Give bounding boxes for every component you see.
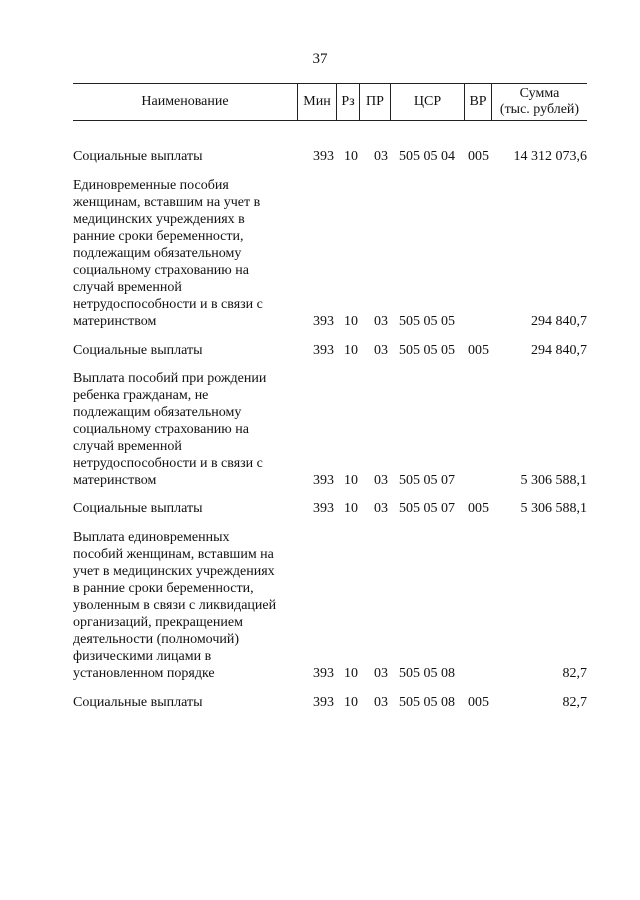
row-vr: 005 [468,695,489,710]
row-pr: 03 [374,695,388,710]
row-min: 393 [313,473,334,488]
row-min: 393 [313,695,334,710]
table-header [73,83,587,121]
row-pr: 03 [374,666,388,681]
row-min: 393 [313,343,334,358]
row-sum: 5 306 588,1 [520,501,587,516]
table-row [73,177,587,330]
row-rz: 10 [344,666,358,681]
table-row [73,370,587,489]
header-sum [491,84,587,120]
row-csr: 505 05 07 [399,473,455,488]
header-rz: Рз [336,84,359,120]
row-pr: 03 [374,501,388,516]
row-min: 393 [313,149,334,164]
row-sum: 294 840,7 [531,343,587,358]
row-sum: 14 312 073,6 [513,149,587,164]
row-sum: 294 840,7 [531,314,587,329]
row-name: Выплата пособий при рождении ребенка гражданам, не подлежащим обязательному социальному страхованию на случай временной нетрудоспособности и в связи с материнством [73,371,267,488]
row-rz: 10 [344,343,358,358]
row-rz: 10 [344,473,358,488]
header-sum-line2: (тыс. рублей) [499,102,580,117]
row-rz: 10 [344,695,358,710]
row-csr: 505 05 07 [399,501,455,516]
row-name: Социальные выплаты [73,501,203,516]
header-min: Мин [297,84,336,120]
table-row [73,342,587,359]
row-name: Социальные выплаты [73,343,203,358]
table-row [73,500,587,517]
row-name: Социальные выплаты [73,149,203,164]
row-min: 393 [313,666,334,681]
header-csr: ЦСР [390,84,464,120]
row-csr: 505 05 05 [399,343,455,358]
row-sum: 82,7 [562,666,587,681]
row-csr: 505 05 05 [399,314,455,329]
row-rz: 10 [344,501,358,516]
row-vr: 005 [468,501,489,516]
header-sum-line1: Сумма [519,86,560,101]
row-sum: 5 306 588,1 [520,473,587,488]
row-csr: 505 05 08 [399,666,455,681]
row-name: Единовременные пособия женщинам, вставшим на учет в медицинских учреждениях в ранние сроки беременности, подлежащим обязательному социальному страхованию на случай временной нетрудоспособности и в связи с материнством [73,178,263,329]
row-min: 393 [313,501,334,516]
row-min: 393 [313,314,334,329]
row-sum: 82,7 [562,695,587,710]
row-pr: 03 [374,343,388,358]
header-pr: ПР [359,84,390,120]
row-csr: 505 05 04 [399,149,455,164]
row-rz: 10 [344,314,358,329]
row-name: Выплата единовременных пособий женщинам, вставшим на учет в медицинских учреждениях в ранние сроки беременности, уволенным в связи с ликвидацией организаций, прекращением деятельности (полномочий) физическими лицами в установленном порядке [73,530,277,681]
row-name: Социальные выплаты [73,695,203,710]
table-row [73,694,587,711]
row-rz: 10 [344,149,358,164]
row-pr: 03 [374,314,388,329]
row-vr: 005 [468,343,489,358]
row-vr: 005 [468,149,489,164]
page-number: 37 [312,51,328,67]
row-pr: 03 [374,473,388,488]
row-csr: 505 05 08 [399,695,455,710]
row-pr: 03 [374,149,388,164]
table-row [73,529,587,682]
header-vr: ВР [464,84,491,120]
table-row [73,148,587,165]
header-name: Наименование [141,94,229,109]
